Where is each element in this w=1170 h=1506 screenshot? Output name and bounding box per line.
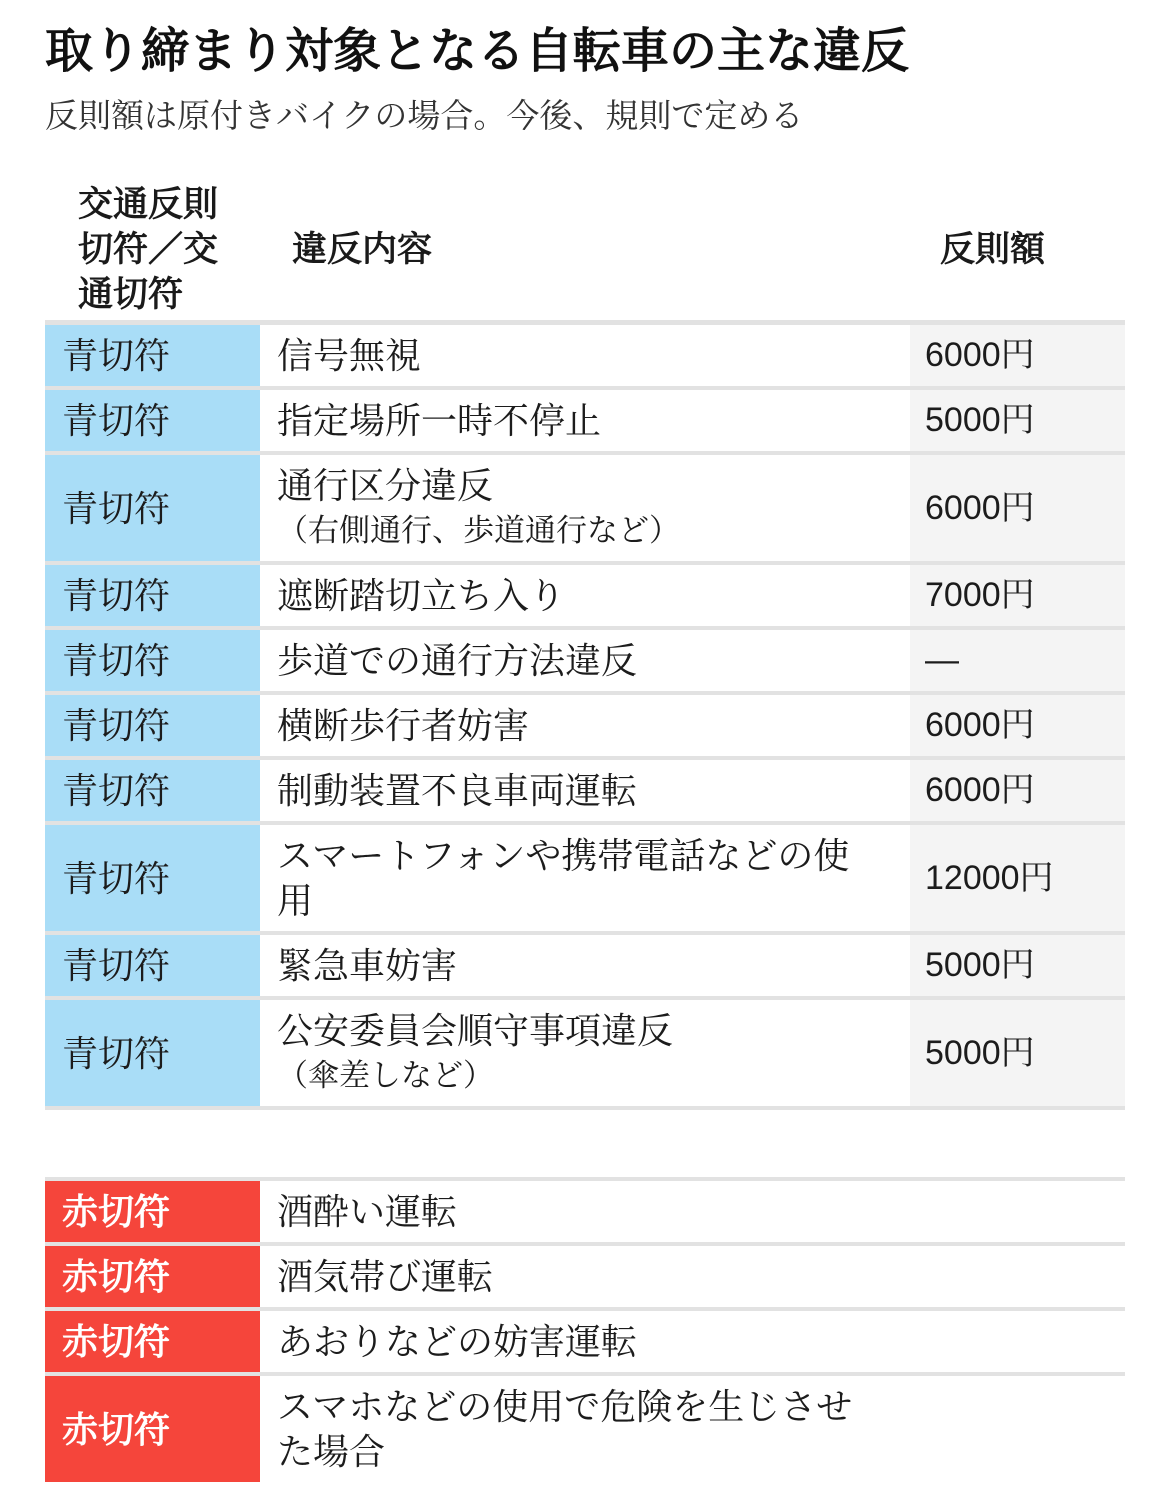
violation-cell xyxy=(262,760,908,821)
table-header xyxy=(45,172,1125,325)
table-row xyxy=(45,756,1125,821)
violation-text: 緊急車妨害 xyxy=(277,945,458,986)
page-title: 取り締まり対象となる自転車の主な違反 xyxy=(45,25,910,78)
violation-cell xyxy=(262,325,908,386)
table-row xyxy=(45,996,1125,1106)
fine-cell: 7000円 xyxy=(910,565,1125,626)
violation-text: スマートフォンや携帯電話などの使用 xyxy=(277,835,850,921)
ticket-type-cell: 赤切符 xyxy=(45,1311,260,1372)
ticket-type-cell: 青切符 xyxy=(45,760,260,821)
ticket-type-cell: 赤切符 xyxy=(45,1181,260,1242)
table-row xyxy=(45,626,1125,691)
violation-cell xyxy=(262,695,908,756)
violation-cell xyxy=(262,935,908,996)
violation-cell xyxy=(262,565,908,626)
ticket-type-cell: 青切符 xyxy=(45,695,260,756)
violation-cell xyxy=(262,1246,908,1307)
table-row xyxy=(45,451,1125,561)
table-row xyxy=(45,1242,1125,1307)
violation-cell xyxy=(262,1000,908,1106)
ticket-type-cell: 青切符 xyxy=(45,630,260,691)
violation-text: 指定場所一時不停止 xyxy=(277,400,602,441)
violation-text: 制動装置不良車両運転 xyxy=(277,770,638,811)
table-row xyxy=(45,931,1125,996)
ticket-type-cell: 青切符 xyxy=(45,1000,260,1106)
violation-cell xyxy=(262,455,908,561)
violation-note: （右側通行、歩道通行など） xyxy=(277,513,680,548)
fine-cell-empty xyxy=(910,1181,1125,1242)
ticket-type-cell: 赤切符 xyxy=(45,1246,260,1307)
violation-note: （傘差しなど） xyxy=(277,1058,494,1093)
fine-cell: 6000円 xyxy=(910,760,1125,821)
fine-cell: 12000円 xyxy=(910,825,1125,931)
violation-text: あおりなどの妨害運転 xyxy=(277,1321,638,1362)
fine-cell-empty xyxy=(910,1376,1125,1482)
violation-text: 酒気帯び運転 xyxy=(277,1256,494,1297)
table-row xyxy=(45,561,1125,626)
violation-cell xyxy=(262,1311,908,1372)
infographic xyxy=(45,0,1125,1482)
page-subtitle: 反則額は原付きバイクの場合。今後、規則で定める xyxy=(45,97,804,134)
ticket-type-cell: 青切符 xyxy=(45,825,260,931)
table-row xyxy=(45,325,1125,386)
fine-cell: 5000円 xyxy=(910,1000,1125,1106)
ticket-type-cell: 青切符 xyxy=(45,565,260,626)
header-ticket-type: 交通反則切符／交通切符 xyxy=(78,185,219,314)
fine-cell: 5000円 xyxy=(910,390,1125,451)
violation-cell xyxy=(262,1376,908,1482)
table-row xyxy=(45,691,1125,756)
table-row xyxy=(45,821,1125,931)
fine-cell-empty xyxy=(910,1246,1125,1307)
fine-cell: — xyxy=(910,630,1125,691)
fine-cell: 6000円 xyxy=(910,325,1125,386)
violation-text: 酒酔い運転 xyxy=(277,1191,458,1232)
table-row xyxy=(45,386,1125,451)
violation-text: 横断歩行者妨害 xyxy=(277,705,530,746)
violation-text: 信号無視 xyxy=(277,335,422,376)
header-fine: 反則額 xyxy=(940,230,1046,269)
violation-text: スマホなどの使用で危険を生じさせた場合 xyxy=(277,1386,853,1472)
fine-cell: 6000円 xyxy=(910,695,1125,756)
table-row xyxy=(45,1181,1125,1242)
ticket-type-cell: 青切符 xyxy=(45,325,260,386)
violation-text: 通行区分違反 xyxy=(277,465,494,506)
violation-text: 歩道での通行方法違反 xyxy=(277,640,638,681)
ticket-type-cell: 赤切符 xyxy=(45,1376,260,1482)
violation-cell xyxy=(262,1181,908,1242)
ticket-type-cell: 青切符 xyxy=(45,390,260,451)
header-violation: 違反内容 xyxy=(292,230,433,269)
fine-cell-empty xyxy=(910,1311,1125,1372)
violation-cell xyxy=(262,630,908,691)
ticket-type-cell: 青切符 xyxy=(45,935,260,996)
fine-cell: 6000円 xyxy=(910,455,1125,561)
table-row xyxy=(45,1372,1125,1482)
violation-text: 公安委員会順守事項違反 xyxy=(277,1010,674,1051)
violation-text: 遮断踏切立ち入り xyxy=(277,575,566,616)
ticket-type-cell: 青切符 xyxy=(45,455,260,561)
blue-ticket-table xyxy=(45,325,1125,1110)
table-row xyxy=(45,1307,1125,1372)
violation-cell xyxy=(262,390,908,451)
violation-cell xyxy=(262,825,908,931)
red-ticket-table xyxy=(45,1177,1125,1482)
fine-cell: 5000円 xyxy=(910,935,1125,996)
